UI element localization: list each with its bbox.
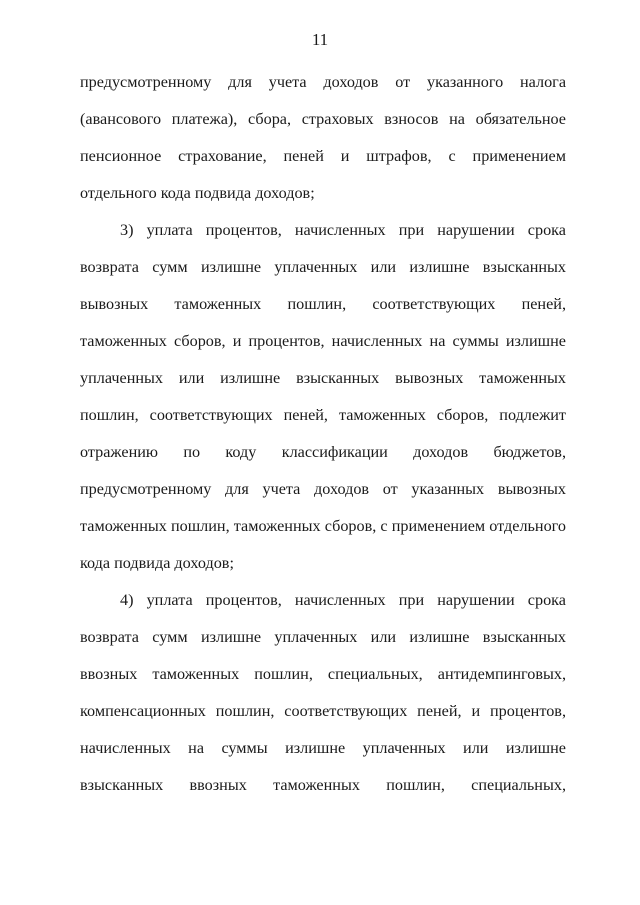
text-line: возврата сумм излишне уплаченных или излишне взысканных (80, 258, 566, 276)
text-line: взысканных ввозных таможенных пошлин, специальных, (80, 776, 566, 794)
text-line: отражению по коду классификации доходов бюджетов, (80, 443, 566, 461)
text-line: кода подвида доходов; (80, 554, 234, 572)
text-line: пошлин, соответствующих пеней, таможенных сборов, подлежит (80, 406, 566, 424)
paragraph-item-4 (80, 582, 566, 804)
text-line: ввозных таможенных пошлин, специальных, антидемпинговых, (80, 665, 566, 683)
text-line: предусмотренному для учета доходов от указанного налога (80, 73, 566, 91)
text-line: компенсационных пошлин, соответствующих пеней, и процентов, (80, 702, 566, 720)
text-line: отдельного кода подвида доходов; (80, 184, 315, 202)
text-line: (авансового платежа), сбора, страховых взносов на обязательное (80, 110, 566, 128)
text-line: 4) уплата процентов, начисленных при нарушении срока (120, 591, 566, 609)
text-line: предусмотренному для учета доходов от указанных вывозных (80, 480, 566, 498)
document-body (80, 64, 566, 804)
text-line: возврата сумм излишне уплаченных или излишне взысканных (80, 628, 566, 646)
page-number: 11 (311, 30, 329, 49)
text-line: уплаченных или излишне взысканных вывозных таможенных (80, 369, 566, 387)
text-line: 3) уплата процентов, начисленных при нарушении срока (120, 221, 566, 239)
paragraph-continuation (80, 64, 566, 212)
text-line: таможенных сборов, и процентов, начисленных на суммы излишне (80, 332, 566, 350)
paragraph-item-3 (80, 212, 566, 582)
text-line: пенсионное страхование, пеней и штрафов, с применением (80, 147, 566, 165)
text-line: вывозных таможенных пошлин, соответствующих пеней, (80, 295, 566, 313)
text-line: таможенных пошлин, таможенных сборов, с применением отдельного (80, 517, 566, 535)
text-line: начисленных на суммы излишне уплаченных или излишне (80, 739, 566, 757)
